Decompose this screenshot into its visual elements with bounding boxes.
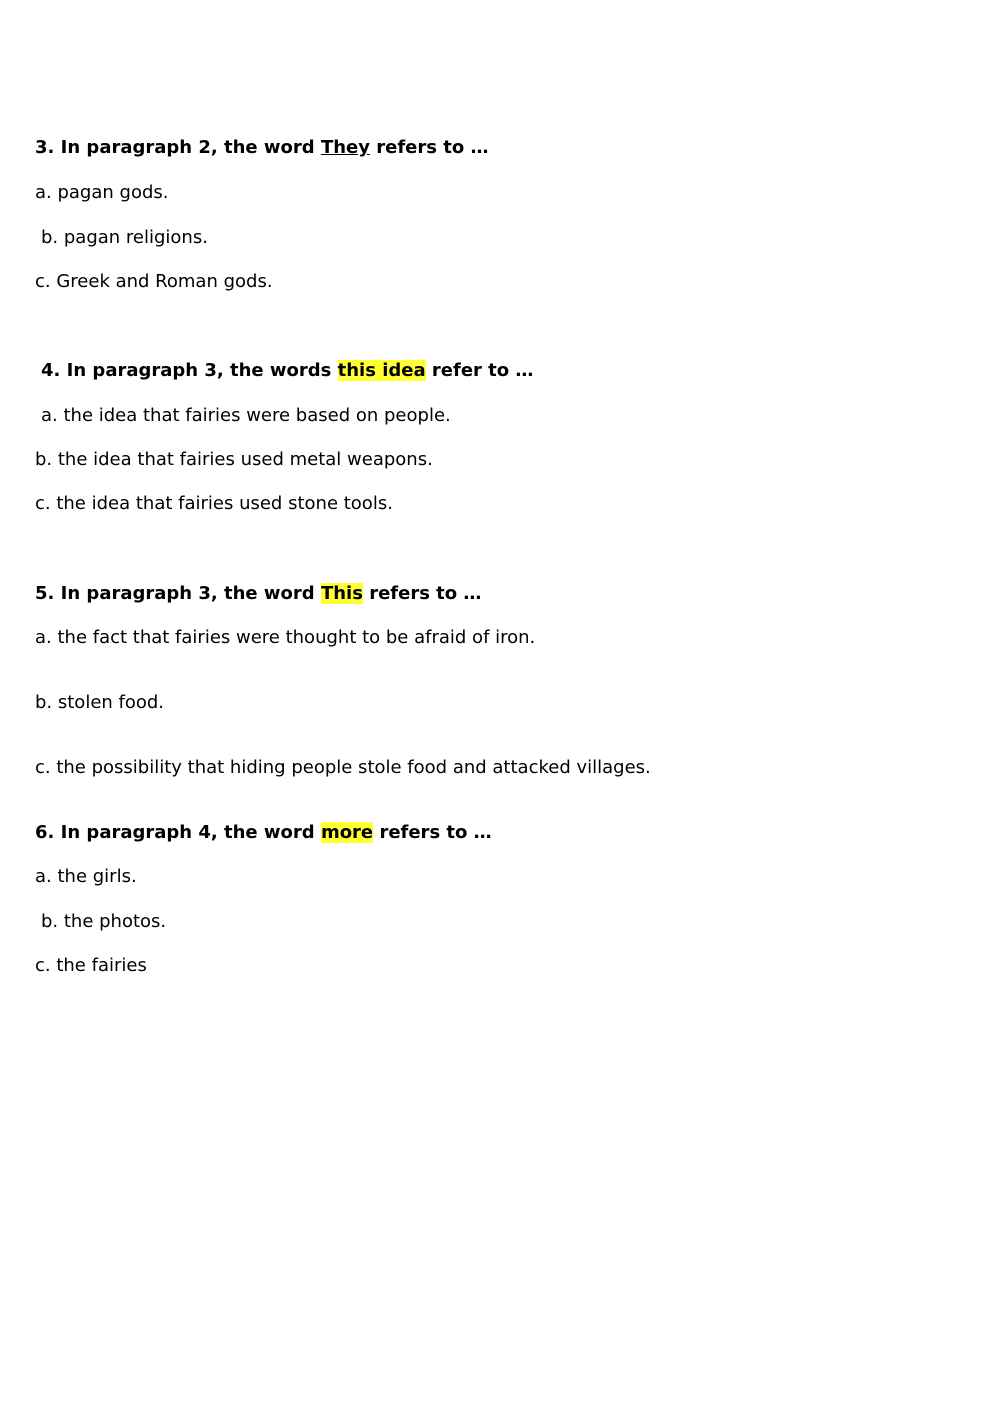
question-6-option-c: c. the fairies [35, 955, 147, 976]
question-suffix: refers to … [376, 137, 489, 158]
question-3-option-b: b. pagan religions. [41, 227, 208, 248]
question-number: 4. [41, 360, 61, 381]
question-6-option-a: a. the girls. [35, 866, 137, 887]
question-prefix: In paragraph 3, the words [66, 360, 332, 381]
question-keyword-highlight: this idea [337, 360, 426, 381]
question-keyword: They [320, 137, 370, 158]
question-3-option-a: a. pagan gods. [35, 182, 169, 203]
question-number: 6. [35, 822, 55, 843]
question-5-heading [35, 582, 481, 606]
question-5-option-c: c. the possibility that hiding people stole food and attacked villages. [35, 757, 651, 778]
question-prefix: In paragraph 4, the word [60, 822, 315, 843]
question-4-option-b: b. the idea that fairies used metal weapons. [35, 449, 433, 470]
question-keyword-highlight: This [320, 583, 363, 604]
question-number: 5. [35, 583, 55, 604]
question-4-option-a: a. the idea that fairies were based on people. [41, 405, 451, 426]
question-6-option-b: b. the photos. [41, 911, 167, 932]
question-3-option-c: c. Greek and Roman gods. [35, 271, 273, 292]
question-4-option-c: c. the idea that fairies used stone tools. [35, 493, 393, 514]
question-prefix: In paragraph 2, the word [60, 137, 315, 158]
question-6-heading [35, 821, 492, 845]
question-number: 3. [35, 137, 55, 158]
question-suffix: refers to … [379, 822, 492, 843]
question-4-heading [41, 359, 533, 383]
question-5-option-a: a. the fact that fairies were thought to be afraid of iron. [35, 627, 536, 648]
question-prefix: In paragraph 3, the word [60, 583, 315, 604]
question-suffix: refer to … [431, 360, 534, 381]
question-3-heading [35, 136, 488, 160]
question-5-option-b: b. stolen food. [35, 692, 165, 713]
question-keyword-highlight: more [320, 822, 374, 843]
question-suffix: refers to … [369, 583, 482, 604]
